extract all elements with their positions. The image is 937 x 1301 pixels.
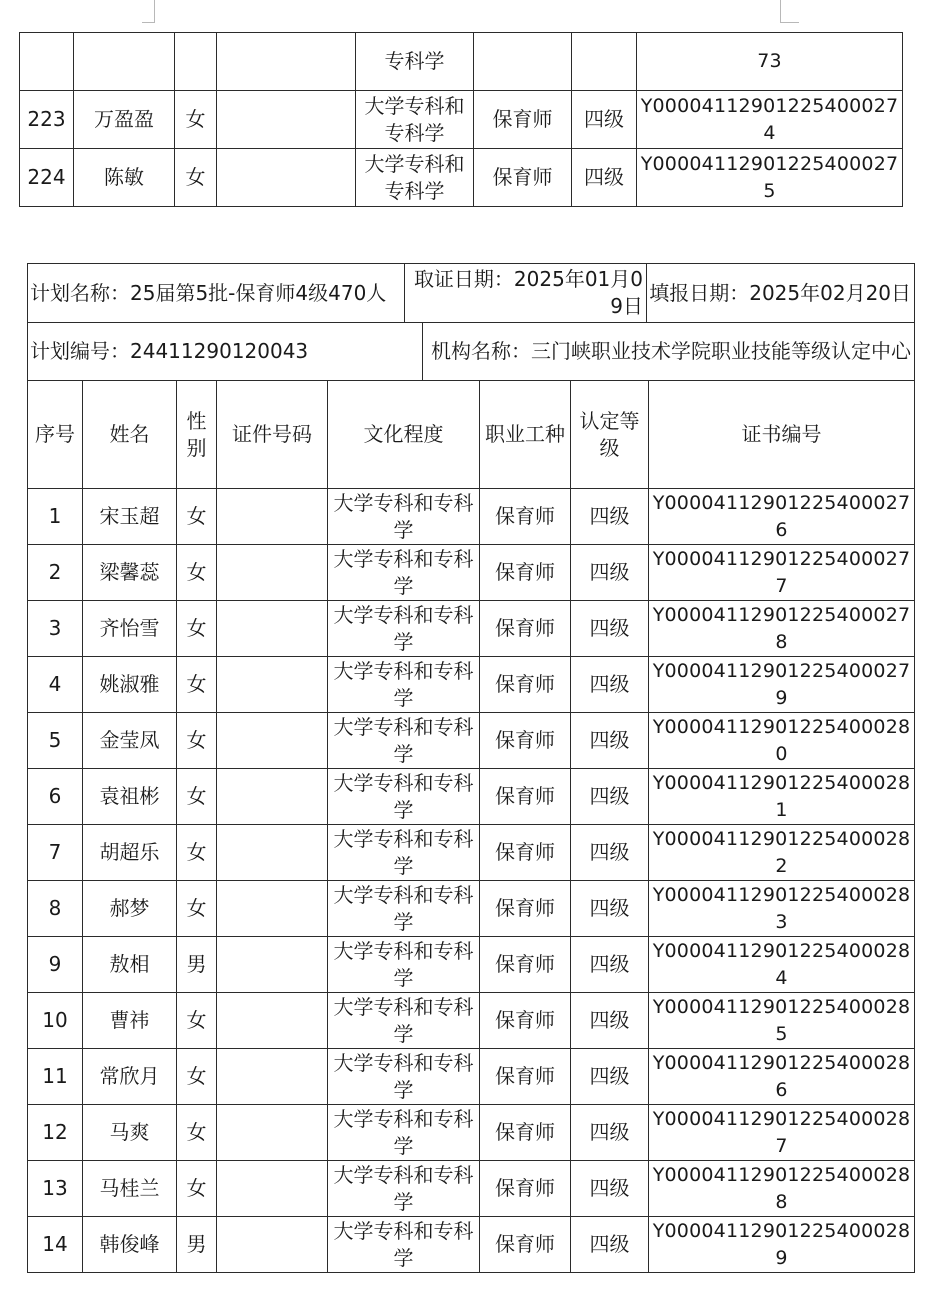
cell-name	[74, 33, 175, 91]
header-trade: 职业工种	[480, 381, 571, 489]
cell-cert: Y00004112901225400027 5	[637, 149, 903, 207]
cell-cert: Y00004112901225400027 9	[649, 657, 915, 713]
table-row	[20, 33, 903, 91]
cell-gender: 女	[177, 993, 217, 1049]
org-name: 机构名称：三门峡职业技术学院职业技能等级认定中心	[423, 323, 915, 381]
cell-level: 四级	[571, 657, 649, 713]
cell-name: 万盈盈	[74, 91, 175, 149]
table-row	[28, 1161, 915, 1217]
cell-gender: 女	[177, 1049, 217, 1105]
cell-id	[217, 545, 328, 601]
cell-cert: Y00004112901225400027 6	[649, 489, 915, 545]
cell-trade: 保育师	[474, 149, 572, 207]
cell-cert: Y00004112901225400028 8	[649, 1161, 915, 1217]
previous-page-table	[19, 32, 903, 207]
cell-level: 四级	[572, 91, 637, 149]
cell-education: 大学专科和专科学	[328, 545, 480, 601]
cell-trade: 保育师	[480, 1105, 571, 1161]
roster-table	[27, 380, 915, 1273]
cell-gender: 女	[175, 149, 217, 207]
cell-seq: 223	[20, 91, 74, 149]
cell-cert: Y00004112901225400027 4	[637, 91, 903, 149]
cell-level: 四级	[571, 601, 649, 657]
cell-id	[217, 993, 328, 1049]
plan-name: 计划名称：25届第5批-保育师4级470人	[28, 264, 405, 323]
cell-education: 大学专科和专科学	[328, 1161, 480, 1217]
cell-id	[217, 937, 328, 993]
cell-trade: 保育师	[480, 1217, 571, 1273]
cell-seq: 5	[28, 713, 83, 769]
table-row	[28, 601, 915, 657]
cell-id	[217, 1105, 328, 1161]
cell-id	[217, 1217, 328, 1273]
cell-education: 大学专科和专科学	[328, 489, 480, 545]
table-row	[28, 545, 915, 601]
cell-cert: Y00004112901225400028 9	[649, 1217, 915, 1273]
cell-trade: 保育师	[480, 1161, 571, 1217]
cell-gender: 女	[177, 713, 217, 769]
cell-seq	[20, 33, 74, 91]
table-row	[28, 657, 915, 713]
cell-trade	[474, 33, 572, 91]
cell-cert: Y00004112901225400028 7	[649, 1105, 915, 1161]
cell-id	[217, 881, 328, 937]
cell-trade: 保育师	[480, 713, 571, 769]
cell-level: 四级	[572, 149, 637, 207]
cell-gender: 女	[177, 769, 217, 825]
cell-education: 大学专科和专科学	[328, 1105, 480, 1161]
cell-trade: 保育师	[480, 881, 571, 937]
header-education: 文化程度	[328, 381, 480, 489]
cell-name: 胡超乐	[83, 825, 177, 881]
cell-seq: 7	[28, 825, 83, 881]
cell-name: 金莹凤	[83, 713, 177, 769]
cell-seq: 1	[28, 489, 83, 545]
cell-seq: 10	[28, 993, 83, 1049]
cell-name: 梁馨蕊	[83, 545, 177, 601]
cell-cert: Y00004112901225400028 5	[649, 993, 915, 1049]
cell-cert: Y00004112901225400028 1	[649, 769, 915, 825]
cell-name: 郝梦	[83, 881, 177, 937]
cell-education: 大学专科和专科学	[328, 769, 480, 825]
cell-trade: 保育师	[480, 601, 571, 657]
header-name: 姓名	[83, 381, 177, 489]
header-cert: 证书编号	[649, 381, 915, 489]
cell-trade: 保育师	[480, 993, 571, 1049]
cell-seq: 4	[28, 657, 83, 713]
cell-id	[217, 489, 328, 545]
cell-id	[217, 33, 356, 91]
cell-level: 四级	[571, 881, 649, 937]
cell-seq: 14	[28, 1217, 83, 1273]
cell-id	[217, 713, 328, 769]
cell-gender: 女	[177, 657, 217, 713]
table-row	[28, 1049, 915, 1105]
cell-gender: 女	[177, 545, 217, 601]
cell-id	[217, 91, 356, 149]
cell-id	[217, 769, 328, 825]
fill-date: 填报日期：2025年02月20日	[647, 264, 915, 323]
cell-name: 韩俊峰	[83, 1217, 177, 1273]
cell-education: 大学专科和专科学	[328, 825, 480, 881]
table-row	[28, 937, 915, 993]
cell-name: 马桂兰	[83, 1161, 177, 1217]
cell-trade: 保育师	[480, 1049, 571, 1105]
cell-level: 四级	[571, 825, 649, 881]
page-corner-mark	[780, 0, 799, 23]
cell-id	[217, 1161, 328, 1217]
cell-seq: 224	[20, 149, 74, 207]
cell-trade: 保育师	[480, 489, 571, 545]
table-row	[28, 1217, 915, 1273]
cell-seq: 8	[28, 881, 83, 937]
table-row	[28, 489, 915, 545]
cell-gender: 男	[177, 1217, 217, 1273]
cell-education: 大学专科和专科学	[328, 601, 480, 657]
cell-name: 姚淑雅	[83, 657, 177, 713]
table-row	[28, 881, 915, 937]
cell-id	[217, 657, 328, 713]
cell-id	[217, 149, 356, 207]
cell-trade: 保育师	[480, 769, 571, 825]
cell-id	[217, 1049, 328, 1105]
table-row	[28, 769, 915, 825]
cell-gender: 女	[177, 825, 217, 881]
cell-gender: 女	[177, 1161, 217, 1217]
cell-education: 大学专科和专科学	[356, 149, 474, 207]
cell-gender	[175, 33, 217, 91]
cell-level: 四级	[571, 713, 649, 769]
cell-name: 宋玉超	[83, 489, 177, 545]
cert-date: 取证日期：2025年01月09日	[405, 264, 647, 323]
cell-name: 陈敏	[74, 149, 175, 207]
cell-education: 大学专科和专科学	[328, 657, 480, 713]
cell-id	[217, 601, 328, 657]
cell-level: 四级	[571, 1161, 649, 1217]
cell-cert: Y00004112901225400028 0	[649, 713, 915, 769]
cell-name: 曹祎	[83, 993, 177, 1049]
cell-seq: 13	[28, 1161, 83, 1217]
cell-name: 敖相	[83, 937, 177, 993]
cell-gender: 女	[175, 91, 217, 149]
cell-cert: Y00004112901225400028 6	[649, 1049, 915, 1105]
header-gender: 性别	[177, 381, 217, 489]
table-row	[28, 1105, 915, 1161]
cell-education: 大学专科和专科学	[328, 1049, 480, 1105]
cell-seq: 9	[28, 937, 83, 993]
cell-name: 齐怡雪	[83, 601, 177, 657]
cell-level: 四级	[571, 489, 649, 545]
header-id: 证件号码	[217, 381, 328, 489]
table-row	[20, 91, 903, 149]
cell-seq: 6	[28, 769, 83, 825]
cell-cert: Y00004112901225400027 8	[649, 601, 915, 657]
cell-name: 袁祖彬	[83, 769, 177, 825]
cell-gender: 男	[177, 937, 217, 993]
cell-education: 大学专科和专科学	[328, 993, 480, 1049]
cell-trade: 保育师	[480, 825, 571, 881]
cell-name: 马爽	[83, 1105, 177, 1161]
cell-name: 常欣月	[83, 1049, 177, 1105]
cell-level: 四级	[571, 1105, 649, 1161]
cell-trade: 保育师	[474, 91, 572, 149]
cell-education: 大学专科和专科学	[328, 1217, 480, 1273]
cell-education: 大学专科和专科学	[328, 713, 480, 769]
cell-gender: 女	[177, 489, 217, 545]
cell-gender: 女	[177, 601, 217, 657]
cell-cert: Y00004112901225400028 4	[649, 937, 915, 993]
cell-cert: Y00004112901225400028 2	[649, 825, 915, 881]
plan-info-table	[27, 263, 915, 381]
cell-education: 专科学	[356, 33, 474, 91]
cell-gender: 女	[177, 1105, 217, 1161]
cell-education: 大学专科和专科学	[328, 881, 480, 937]
cell-seq: 12	[28, 1105, 83, 1161]
cell-seq: 2	[28, 545, 83, 601]
cell-seq: 11	[28, 1049, 83, 1105]
header-seq: 序号	[28, 381, 83, 489]
cell-level: 四级	[571, 993, 649, 1049]
cell-cert: Y00004112901225400028 3	[649, 881, 915, 937]
cell-trade: 保育师	[480, 657, 571, 713]
cell-trade: 保育师	[480, 545, 571, 601]
plan-number: 计划编号：24411290120043	[28, 323, 423, 381]
table-header-row	[28, 381, 915, 489]
cell-level	[572, 33, 637, 91]
page-corner-mark	[142, 0, 155, 23]
cell-level: 四级	[571, 769, 649, 825]
cell-id	[217, 825, 328, 881]
table-row	[28, 825, 915, 881]
table-row	[20, 149, 903, 207]
cell-cert: 73	[637, 33, 903, 91]
cell-trade: 保育师	[480, 937, 571, 993]
cell-level: 四级	[571, 1049, 649, 1105]
table-row	[28, 713, 915, 769]
cell-gender: 女	[177, 881, 217, 937]
cell-education: 大学专科和专科学	[328, 937, 480, 993]
table-row	[28, 993, 915, 1049]
cell-seq: 3	[28, 601, 83, 657]
cell-level: 四级	[571, 937, 649, 993]
cell-education: 大学专科和专科学	[356, 91, 474, 149]
cell-level: 四级	[571, 1217, 649, 1273]
header-level: 认定等级	[571, 381, 649, 489]
cell-level: 四级	[571, 545, 649, 601]
cell-cert: Y00004112901225400027 7	[649, 545, 915, 601]
